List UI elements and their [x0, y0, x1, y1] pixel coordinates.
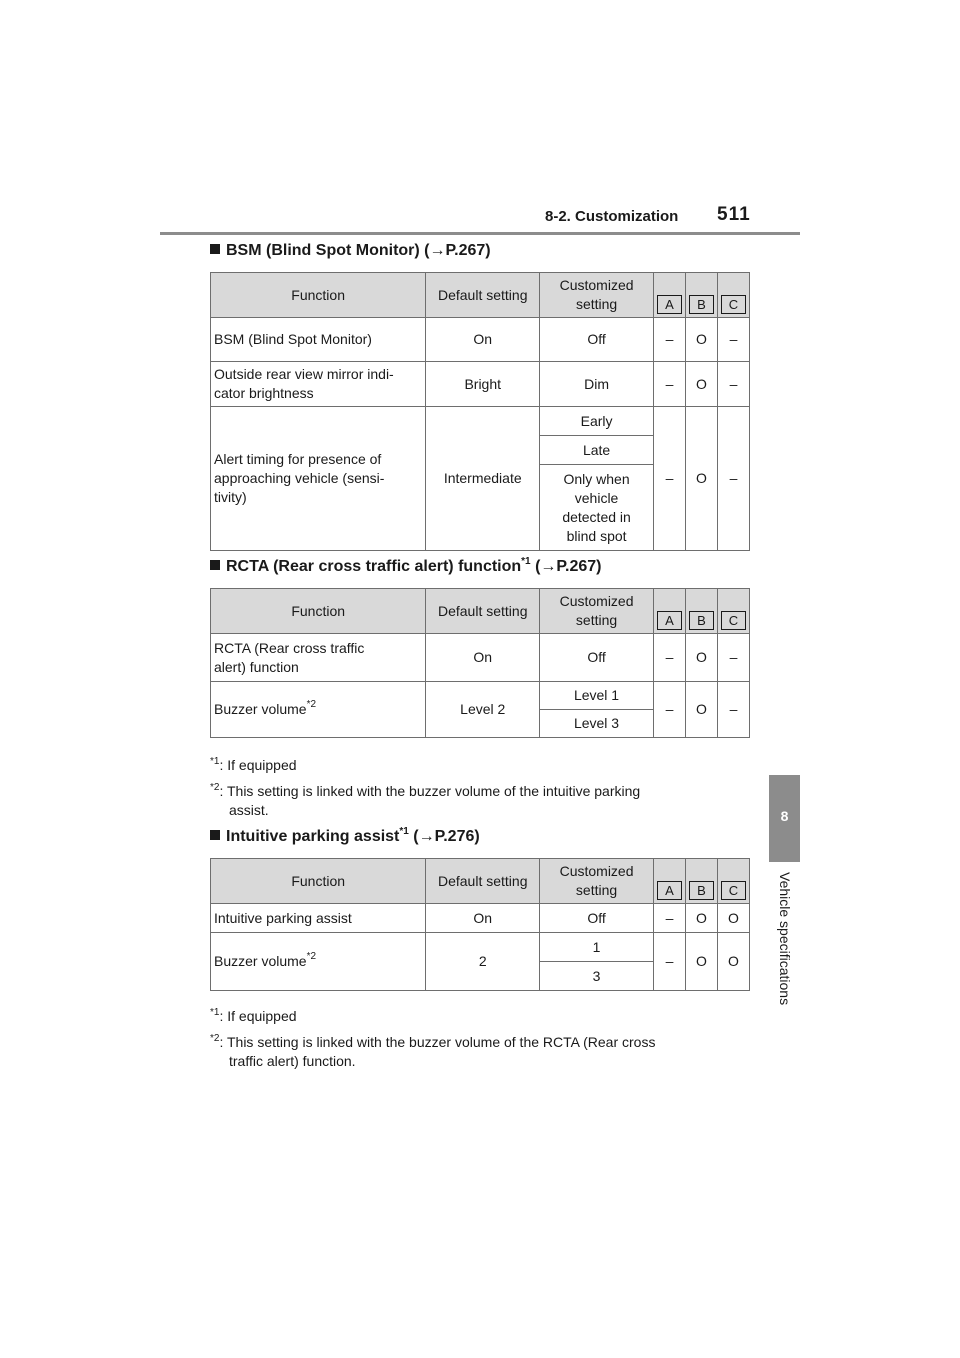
table-header-row: Function Default setting Customized setting A B C: [211, 859, 750, 904]
table-header-row: Function Default setting Customized setting A B C: [211, 589, 750, 634]
rcta-table: [210, 588, 750, 738]
table-row: Alert timing for presence of approaching vehicle (sensi- tivity) Intermediate Early – O –: [211, 407, 750, 436]
footnote: $^{*2}$: This setting is linked with the buzzer volume of the RCTA (Rear cross traffic alert) function.: [210, 1033, 656, 1069]
section-title: 8-2. Customization: [545, 208, 679, 225]
square-bullet-icon: [210, 560, 220, 570]
square-bullet-icon: [210, 244, 220, 254]
page-number: 511: [717, 204, 751, 225]
col-header-b: B: [689, 295, 714, 314]
ipa-heading: Intuitive parking assist$^{*1}$ (→P.276): [210, 828, 480, 846]
chapter-number: 8: [780, 808, 789, 824]
ipa-table: [210, 858, 750, 991]
table-row: Intuitive parking assist On Off – O O: [211, 904, 750, 933]
col-header-default: Default setting: [426, 273, 540, 318]
table-row: Outside rear view mirror indi- cator brightness Bright Dim – O –: [211, 362, 750, 407]
col-header-a: A: [657, 295, 682, 314]
rcta-heading: RCTA (Rear cross traffic alert) function$^{*1}$ (→P.267): [210, 558, 601, 576]
table-row: Level 3: [211, 710, 750, 738]
square-bullet-icon: [210, 830, 220, 840]
table-row: BSM (Blind Spot Monitor) On Off – O –: [211, 318, 750, 362]
col-header-customized: Customized setting: [540, 273, 654, 318]
bsm-table: [210, 272, 750, 551]
header-rule: [160, 232, 800, 235]
footnote: $^{*2}$: This setting is linked with the buzzer volume of the intuitive parking assist.: [210, 782, 641, 818]
table-row: Late: [211, 436, 750, 465]
chapter-title: Vehicle specifications: [777, 872, 793, 1006]
footnote: $^{*1}$: If equipped: [210, 1007, 297, 1024]
col-header-function: Function: [211, 273, 426, 318]
table-header-row: [211, 273, 750, 318]
table-row: Buzzer volume$^{*2}$ Level 2 Level 1 – O –: [211, 682, 750, 710]
bsm-heading: BSM (Blind Spot Monitor) (→P.267): [210, 242, 491, 260]
table-row: 3: [211, 962, 750, 991]
footnote: $^{*1}$: If equipped: [210, 756, 297, 773]
chapter-tab: [769, 775, 800, 862]
table-row: Only when vehicle detected in blind spot: [211, 465, 750, 551]
table-row: RCTA (Rear cross traffic alert) function On Off – O –: [211, 634, 750, 682]
col-header-c: C: [721, 295, 746, 314]
table-row: Buzzer volume$^{*2}$ 2 1 – O O: [211, 933, 750, 962]
